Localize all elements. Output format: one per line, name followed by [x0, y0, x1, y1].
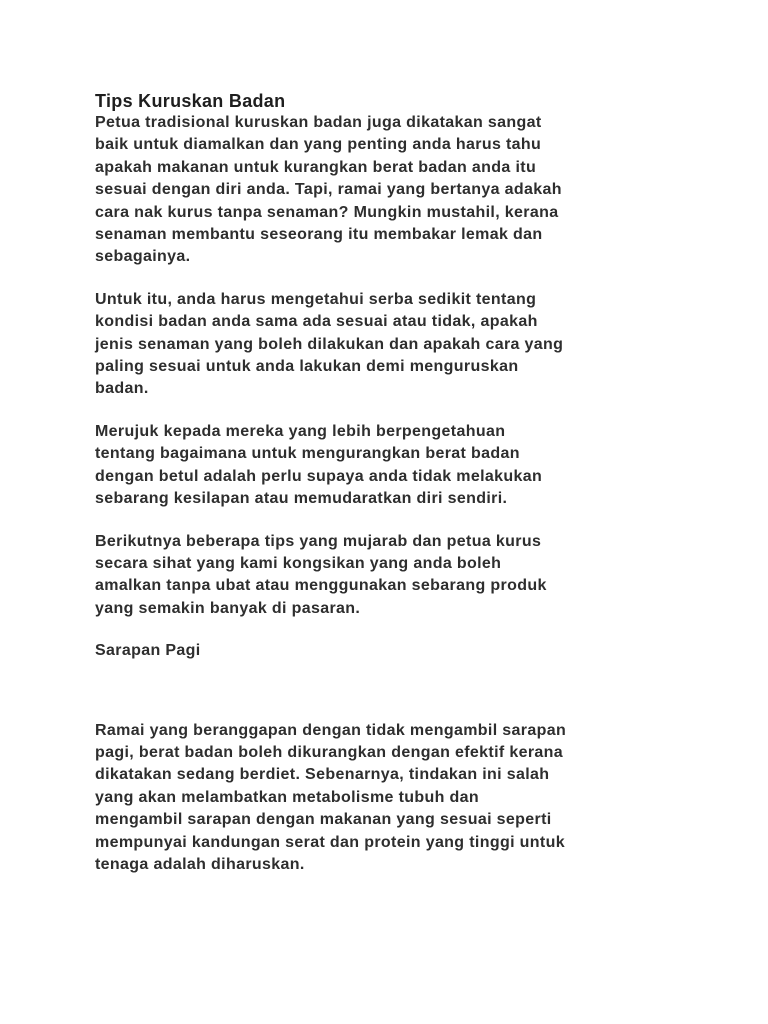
paragraph-1-line: baik untuk diamalkan dan yang penting anda harus tahu — [95, 136, 542, 154]
paragraph-2-line: kondisi badan anda sama ada sesuai atau tidak, apakah — [95, 313, 538, 331]
paragraph-5-line: tenaga adalah diharuskan. — [95, 855, 305, 873]
paragraph-1-line: sebagainya. — [95, 248, 191, 266]
paragraph-3 — [95, 421, 695, 511]
document-title: Tips Kuruskan Badan — [95, 91, 286, 111]
paragraph-1-line: cara nak kurus tanpa senaman? Mungkin mustahil, kerana — [95, 203, 559, 221]
paragraph-1 — [95, 112, 695, 269]
paragraph-5-line: dikatakan sedang berdiet. Sebenarnya, tindakan ini salah — [95, 766, 550, 784]
paragraph-2-line: paling sesuai untuk anda lakukan demi menguruskan — [95, 358, 519, 376]
paragraph-spacer — [95, 620, 695, 640]
paragraph-2-line: Untuk itu, anda harus mengetahui serba sedikit tentang — [95, 290, 537, 308]
paragraph-2-line: jenis senaman yang boleh dilakukan dan apakah cara yang — [95, 335, 564, 353]
paragraph-5-line: mengambil sarapan dengan makanan yang sesuai seperti — [95, 811, 552, 829]
paragraph-1-line: senaman membantu seseorang itu membakar lemak dan — [95, 226, 543, 244]
paragraph-5-line: Ramai yang beranggapan dengan tidak mengambil sarapan — [95, 721, 567, 739]
paragraph-spacer — [95, 511, 695, 531]
paragraph-3-line: tentang bagaimana untuk mengurangkan berat badan — [95, 445, 520, 463]
paragraph-1-line: Petua tradisional kuruskan badan juga dikatakan sangat — [95, 114, 542, 131]
paragraph-1-line: apakah makanan untuk kurangkan berat badan anda itu — [95, 158, 537, 176]
paragraph-3-line: Merujuk kepada mereka yang lebih berpengetahuan — [95, 422, 506, 440]
paragraph-4 — [95, 531, 695, 621]
paragraph-4-line: amalkan tanpa ubat atau menggunakan sebarang produk — [95, 577, 547, 595]
paragraph-5-line: yang akan melambatkan metabolisme tubuh dan — [95, 788, 480, 806]
subheading-text: Sarapan Pagi — [95, 642, 201, 660]
paragraph-5 — [95, 720, 695, 877]
paragraph-5-line: mempunyai kandungan serat dan protein yang tinggi untuk — [95, 833, 565, 851]
paragraph-5-line: pagi, berat badan boleh dikurangkan dengan efektif kerana — [95, 743, 564, 761]
document-page — [95, 90, 695, 876]
paragraph-2 — [95, 289, 695, 401]
paragraph-1-line: sesuai dengan diri anda. Tapi, ramai yang bertanya adakah — [95, 181, 562, 199]
section-spacer — [95, 663, 695, 720]
paragraph-3-line: sebarang kesilapan atau memudaratkan diri sendiri. — [95, 490, 508, 508]
paragraph-4-line: Berikutnya beberapa tips yang mujarab dan petua kurus — [95, 532, 542, 550]
paragraph-spacer — [95, 401, 695, 421]
section-subheading — [95, 640, 695, 662]
paragraph-4-line: yang semakin banyak di pasaran. — [95, 599, 361, 617]
paragraph-4-line: secara sihat yang kami kongsikan yang anda boleh — [95, 554, 502, 572]
paragraph-spacer — [95, 269, 695, 289]
paragraph-3-line: dengan betul adalah perlu supaya anda tidak melakukan — [95, 467, 543, 485]
paragraph-2-line: badan. — [95, 380, 149, 398]
